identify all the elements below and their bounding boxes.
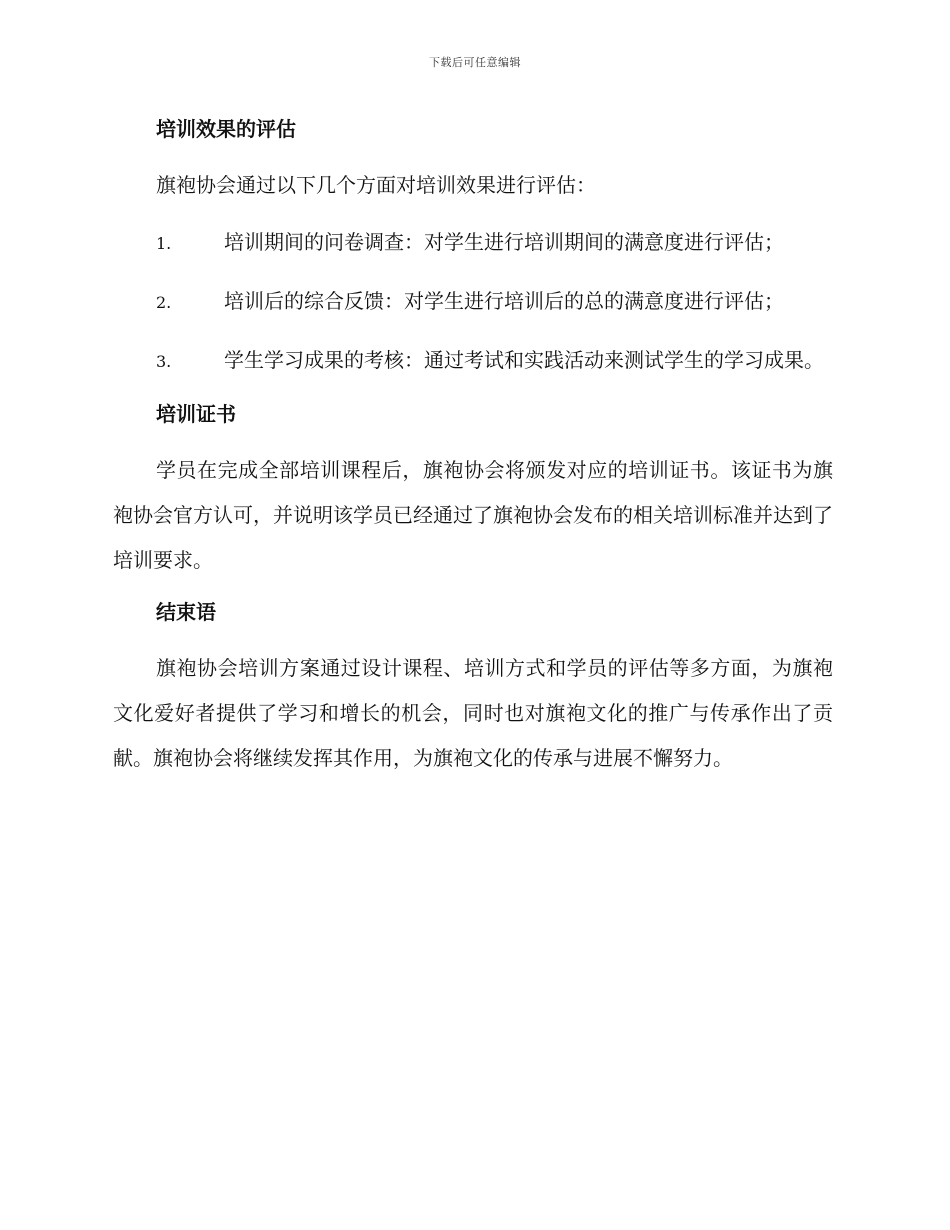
section-heading-evaluation: 培训效果的评估 xyxy=(156,117,296,141)
list-item xyxy=(113,279,833,325)
certificate-body: 学员在完成全部培训课程后，旗袍协会将颁发对应的培训证书。该证书为旗袍协会官方认可，并说明该学员已经通过了旗袍协会发布的相关培训标准并达到了培训要求。 xyxy=(113,458,833,572)
section-heading-certificate: 培训证书 xyxy=(156,402,236,426)
list-item-text: 学生学习成果的考核：通过考试和实践活动来测试学生的学习成果。 xyxy=(224,348,824,372)
list-number: 1. xyxy=(156,234,172,253)
list-number: 3. xyxy=(156,352,172,371)
list-item-text: 培训期间的问卷调查：对学生进行培训期间的满意度进行评估； xyxy=(224,230,784,254)
list-item-text: 培训后的综合反馈：对学生进行培训后的总的满意度进行评估； xyxy=(224,289,784,313)
list-item xyxy=(113,220,833,266)
header-note: 下载后可任意编辑 xyxy=(429,56,521,69)
conclusion-body: 旗袍协会培训方案通过设计课程、培训方式和学员的评估等多方面，为旗袍文化爱好者提供了学习和增长的机会，同时也对旗袍文化的推广与传承作出了贡献。旗袍协会将继续发挥其作用，为旗袍文化的传承与进展不懈努力。 xyxy=(113,656,833,770)
list-item xyxy=(113,338,833,384)
evaluation-intro: 旗袍协会通过以下几个方面对培训效果进行评估： xyxy=(156,173,596,197)
document-content xyxy=(113,112,833,793)
list-number: 2. xyxy=(156,293,172,312)
section-heading-conclusion: 结束语 xyxy=(156,600,216,624)
